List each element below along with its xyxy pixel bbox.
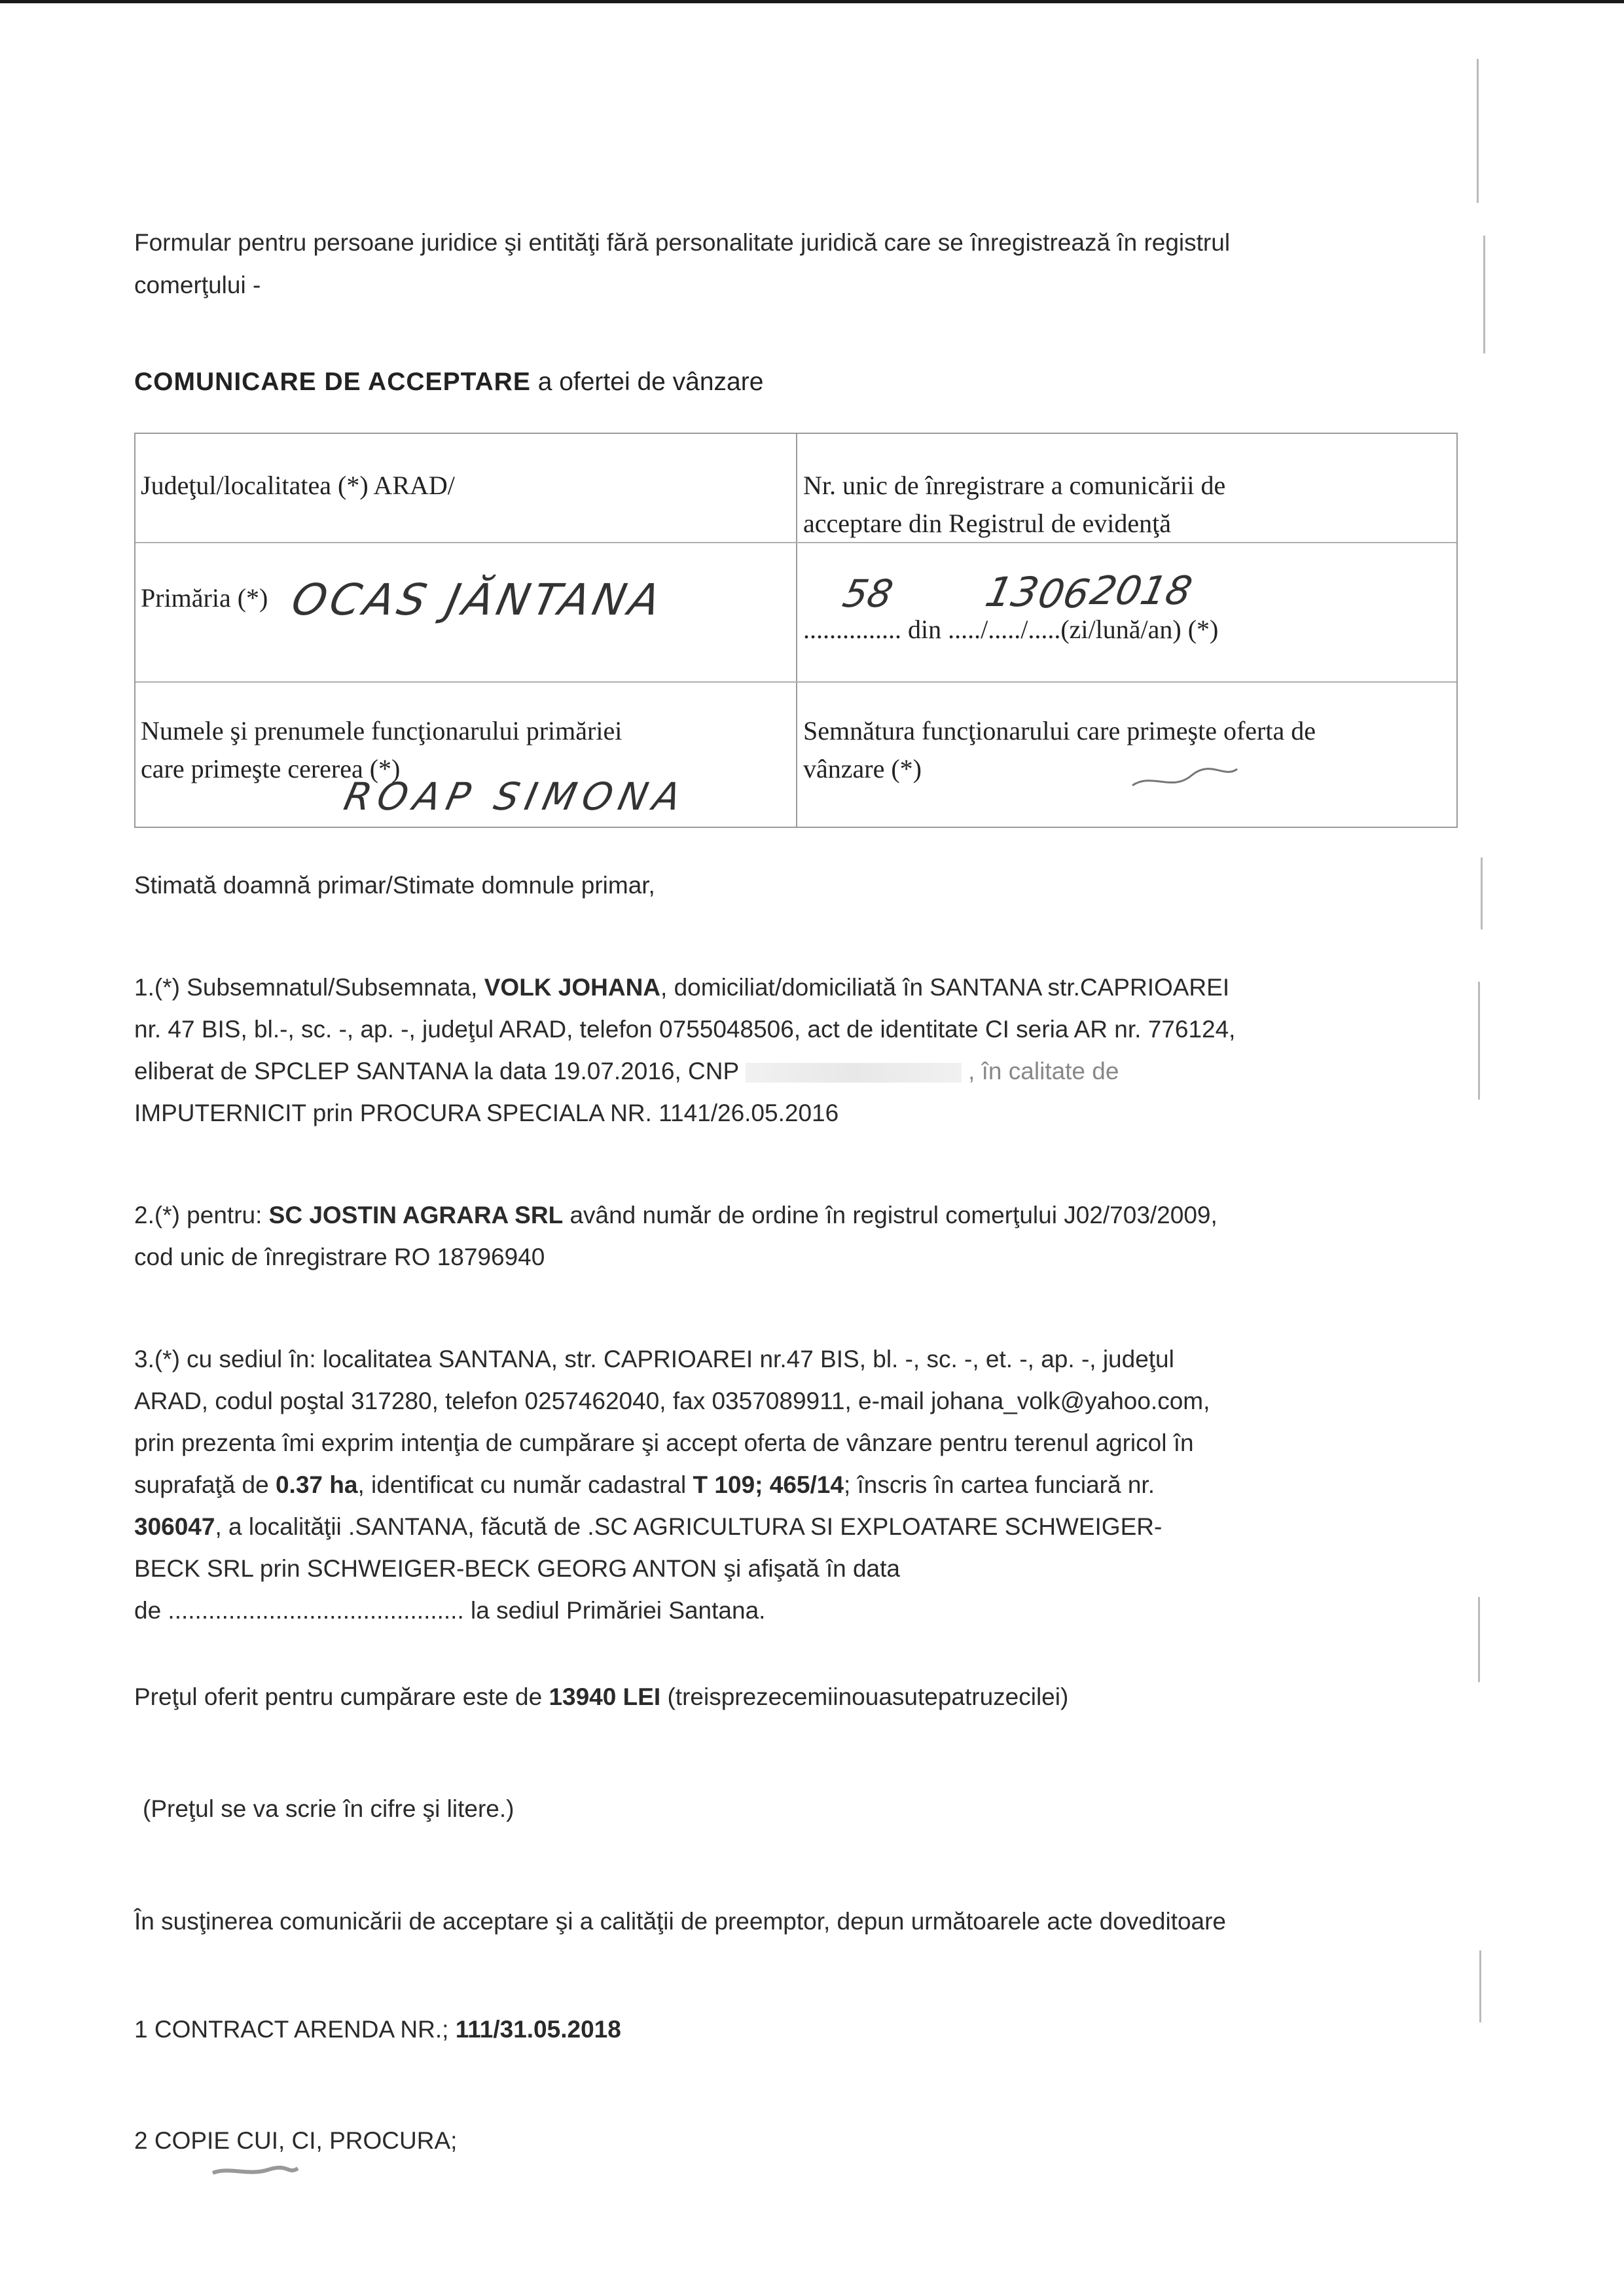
scan-margin-mark <box>1478 982 1480 1100</box>
registration-number-handwritten: 58 <box>839 571 897 616</box>
p3-text: suprafaţă de <box>134 1471 276 1498</box>
functionar-name-handwritten: ROAP SIMONA <box>340 774 691 819</box>
primaria-handwritten: OCAS JĂNTANA <box>287 575 669 625</box>
paragraph-2-line-1 <box>134 1195 1218 1236</box>
form-header-line-2: comerţului - <box>134 272 261 298</box>
table-divider <box>135 681 1456 683</box>
form-header-line-1: Formular pentru persoane juridice şi entităţi fără personalitate juridică care se înregistrează în registrul <box>134 229 1231 256</box>
p1-text: , domiciliat/domiciliată în SANTANA str.CAPRIOAREI <box>660 974 1230 1001</box>
judet-label: Judeţul/localitatea (*) ARAD/ <box>141 471 455 500</box>
scan-margin-mark <box>1477 59 1479 203</box>
price-line <box>134 1677 1068 1717</box>
cadastral-number: T 109; 465/14 <box>693 1471 844 1498</box>
functionar-label-1: Numele şi prenumele funcţionarului primăriei <box>141 716 623 745</box>
document-item-2: 2 COPIE CUI, CI, PROCURA; <box>134 2127 458 2154</box>
nr-unic-label-2: acceptare din Registrul de evidenţă <box>803 509 1171 538</box>
paragraph-1-line-1 <box>134 967 1229 1008</box>
price-text: Preţul oferit pentru cumpărare este de <box>134 1683 549 1710</box>
p1-text: eliberat de SPCLEP SANTANA la data 19.07.2016, CNP <box>134 1058 739 1085</box>
doc-1-text: 1 CONTRACT ARENDA NR.; <box>134 2016 456 2043</box>
registration-month-handwritten: 06 <box>1034 571 1094 617</box>
paragraph-3-line-5 <box>134 1507 1162 1547</box>
paragraph-1-line-3 <box>134 1051 1119 1092</box>
title-rest: a ofertei de vânzare <box>530 368 764 396</box>
semnatura-label-1: Semnătura funcţionarului care primeşte oferta de <box>803 716 1316 745</box>
paragraph-1-line-2: nr. 47 BIS, bl.-, sc. -, ap. -, judeţul ARAD, telefon 0755048506, act de identitate CI seria AR nr. 776124, <box>134 1016 1236 1043</box>
paragraph-3-line-2: ARAD, codul poştal 317280, telefon 0257462040, fax 0357089911, e-mail johana_volk@yahoo.com, <box>134 1388 1210 1414</box>
nr-unic-label-1: Nr. unic de înregistrare a comunicării de <box>803 471 1226 500</box>
table-divider <box>796 434 797 827</box>
paragraph-3-line-7: de ............................................ la sediul Primăriei Santana. <box>134 1597 766 1624</box>
table-divider <box>135 542 1456 543</box>
price-note: (Preţul se va scrie în cifre şi litere.) <box>143 1795 514 1822</box>
company-name: SC JOSTIN AGRARA SRL <box>268 1202 564 1229</box>
registration-table <box>134 433 1458 828</box>
ink-smudge <box>209 2157 301 2183</box>
paragraph-2-line-2: cod unic de înregistrare RO 18796940 <box>134 1244 545 1270</box>
paragraph-3-line-3: prin prezenta îmi exprim intenţia de cumpărare şi accept oferta de vânzare pentru terenul agricol în <box>134 1429 1194 1456</box>
scan-margin-mark <box>1481 857 1483 929</box>
semnatura-label-2: vânzare (*) <box>803 754 922 783</box>
supporting-documents-intro: În susţinerea comunicării de acceptare şi a calităţii de preemptor, depun următoarele acte doveditoare <box>134 1908 1226 1935</box>
land-register-number: 306047 <box>134 1513 215 1540</box>
document-item-1 <box>134 2009 621 2050</box>
registration-number-date: ............... din ...../...../.....(zi/lună/an) (*) <box>803 615 1219 644</box>
applicant-name: VOLK JOHANA <box>484 974 661 1001</box>
scan-margin-mark <box>1479 1950 1481 2022</box>
p1-text: 1.(*) Subsemnatul/Subsemnata, <box>134 974 484 1001</box>
contract-number: 111/31.05.2018 <box>455 2016 621 2043</box>
scan-top-edge <box>0 0 1624 3</box>
paragraph-3-line-4 <box>134 1465 1155 1505</box>
cnp-redacted <box>746 1063 962 1083</box>
scan-margin-mark <box>1483 236 1485 353</box>
primaria-label: Primăria (*) <box>141 583 268 613</box>
p1-text: , în calitate de <box>968 1058 1119 1085</box>
registration-day-handwritten: 13 <box>981 568 1043 616</box>
price-value: 13940 LEI <box>549 1683 661 1710</box>
salutation: Stimată doamnă primar/Stimate domnule primar, <box>134 872 655 899</box>
scan-margin-mark <box>1478 1597 1480 1682</box>
p3-text: , a localităţii .SANTANA, făcută de .SC AGRICULTURA SI EXPLOATARE SCHWEIGER- <box>215 1513 1163 1540</box>
registration-year-handwritten: 2018 <box>1086 568 1197 614</box>
paragraph-3-line-6: BECK SRL prin SCHWEIGER-BECK GEORG ANTON şi afişată în data <box>134 1555 900 1582</box>
paragraph-1-line-4: IMPUTERNICIT prin PROCURA SPECIALA NR. 1141/26.05.2016 <box>134 1100 839 1126</box>
p2-text: 2.(*) pentru: <box>134 1202 269 1229</box>
price-words: (treisprezecemiinouasutepatruzecilei) <box>660 1683 1069 1710</box>
land-area: 0.37 ha <box>275 1471 358 1498</box>
p3-text: , identificat cu număr cadastral <box>357 1471 693 1498</box>
document-title <box>134 368 763 397</box>
functionar-label-2: care primeşte cererea (*) <box>141 754 401 783</box>
paragraph-3-line-1: 3.(*) cu sediul în: localitatea SANTANA, str. CAPRIOAREI nr.47 BIS, bl. -, sc. -, et. -, ap. -, judeţul <box>134 1346 1174 1372</box>
signature-scribble <box>1126 746 1244 798</box>
p3-text: ; înscris în cartea funciară nr. <box>843 1471 1155 1498</box>
p2-text: având număr de ordine în registrul comerţului J02/703/2009, <box>563 1202 1218 1229</box>
title-caps: COMUNICARE DE ACCEPTARE <box>134 368 531 396</box>
